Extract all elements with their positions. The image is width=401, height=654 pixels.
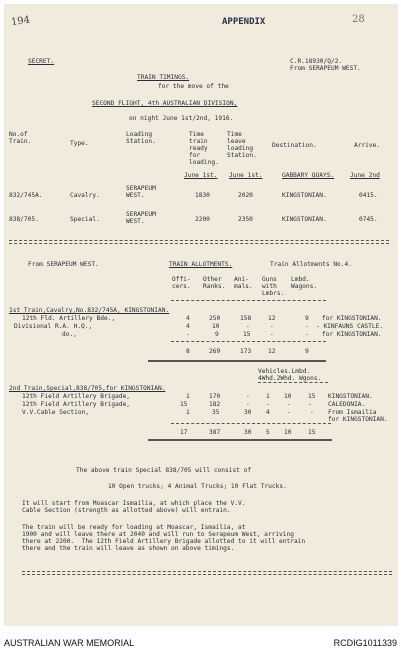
- heading-division: SECOND FLIGHT, 4th AUSTRALIAN DIVISION,: [92, 100, 238, 107]
- allot-row-guns: -: [270, 331, 274, 338]
- allot-row-destination: CALEDONIA.: [328, 401, 366, 408]
- reference: C.R.18930/Q/2.: [290, 58, 343, 65]
- allot-row-vehicles-2whd: 10: [284, 393, 292, 400]
- divider: [258, 382, 328, 383]
- divider: [148, 360, 326, 362]
- from-station: From SERAPEUM WEST.: [290, 65, 361, 72]
- timing-row-arrive: 0745.: [359, 216, 378, 223]
- allot-row-destination: From Ismailia for KINGSTONIAN.: [328, 409, 388, 423]
- allot-row-officers: 4: [186, 315, 190, 322]
- allot-row-unit: V.V.Cable Section,: [22, 409, 90, 416]
- timing-row-destination: KINGSTONIAN.: [282, 192, 327, 199]
- allot-row-other: 35: [212, 409, 220, 416]
- allot-row-unit: 12th Field Artillery Brigade,: [22, 393, 131, 400]
- subhead-destination: GABBARY QUAYS.: [282, 172, 335, 179]
- allot-row-wagons: -: [308, 401, 312, 408]
- allot-row-destination: KINGSTONIAN.: [328, 393, 373, 400]
- allot-row-animals: -: [246, 323, 250, 330]
- timing-row-leave: 2020: [238, 192, 253, 199]
- allot-header-animals: Ani- mals.: [234, 276, 253, 290]
- allot-row-animals: 30: [244, 409, 252, 416]
- archive-footer: [0, 626, 401, 654]
- allot-row-wagons: 9: [305, 315, 309, 322]
- appendix-title: APPENDIX: [222, 17, 266, 27]
- timing-row-leave: 2350: [238, 216, 253, 223]
- allot-row-wagons: -: [310, 409, 314, 416]
- timing-row-destination: KINGSTONIAN.: [282, 216, 327, 223]
- allot-row-unit: 12th Fld. Artillery Bde.,: [22, 315, 116, 322]
- divider: [9, 243, 389, 244]
- allot-number: Train Allotments No.4.: [270, 261, 352, 268]
- train1-total-guns: 12: [268, 348, 276, 355]
- archive-name: AUSTRALIAN WAR MEMORIAL: [4, 638, 135, 648]
- allot-row-vehicles-4whd: 4: [266, 409, 270, 416]
- train2-total-animals: 30: [244, 429, 252, 436]
- allot-row-animals: -: [246, 393, 250, 400]
- allot-header-guns: Guns with Lmbrs.: [262, 276, 285, 297]
- timing-row-ready: 1830: [195, 192, 210, 199]
- train1-total-wagons: 9: [305, 348, 309, 355]
- note-ready: The train will be ready for loading at Moascar, Ismailia, at 1900 and will leave there at 2040 and will run to Serapeum West, arriving there at 2200. The 12th Field Artillery Brigade allotted to it will entrain there and the train will leave as shown on above timings.: [22, 524, 306, 552]
- train2-total-vehicles-4whd: 5: [266, 429, 270, 436]
- allot-row-other: 10: [212, 323, 220, 330]
- timing-row-arrive: 0415.: [359, 192, 378, 199]
- allot-row-other: 182: [209, 401, 221, 408]
- divider: [171, 341, 326, 342]
- allot-row-wagons: 15: [308, 393, 316, 400]
- vehicles-header: Vehicles.Lmbd. 4Whd.2Whd. Wgons.: [258, 368, 322, 382]
- note-start: It will start from Moascar Ismailia, at which place the V.V. Cable Section (strength as allotted above) will entrain.: [22, 500, 246, 514]
- allot-row-unit: do.,: [62, 331, 77, 338]
- subhead-ready: June 1st.: [184, 172, 218, 179]
- train2-total-wagons: 15: [308, 429, 316, 436]
- allot-row-officers: 1: [186, 409, 190, 416]
- timing-row-type: Special.: [70, 216, 100, 223]
- train1-total-officers: 8: [186, 348, 190, 355]
- note-trucks: 10 Open trucks; 4 Animal Trucks; 10 Flat Trucks.: [108, 483, 287, 490]
- heading-train-timings: TRAIN TIMINGS.: [137, 74, 190, 81]
- heading-move: for the move of the: [158, 83, 229, 90]
- col-header-type: Type.: [70, 140, 89, 147]
- allot-row-unit: 12th Field Artillery Brigade,: [22, 401, 131, 408]
- allot-row-other: 250: [209, 315, 221, 322]
- divider: [9, 240, 389, 241]
- allot-row-vehicles-4whd: 1: [266, 393, 270, 400]
- allot-title: TRAIN ALLOTMENTS.: [169, 261, 233, 268]
- allot-row-vehicles-2whd: -: [287, 409, 291, 416]
- subhead-leave: June 1st.: [229, 172, 263, 179]
- allot-row-guns: 12: [268, 315, 276, 322]
- allot-row-unit: Divisional R.A. H.Q.,: [14, 323, 93, 330]
- timing-row-no: 838/705.: [9, 216, 39, 223]
- col-header-no: No.of Train.: [9, 131, 32, 145]
- allot-row-vehicles-2whd: -: [287, 401, 291, 408]
- train1-total-other: 269: [209, 348, 221, 355]
- col-header-loading: Loading Station.: [126, 131, 156, 145]
- train2-total-vehicles-2whd: 10: [284, 429, 292, 436]
- allot-row-destination: for KINGSTONIAN.: [322, 331, 382, 338]
- allot-row-destination: - KINFAUNS CASTLE.: [316, 323, 384, 330]
- allot-row-other: 170: [209, 393, 221, 400]
- allot-header-officers: Offi- cers.: [172, 276, 191, 290]
- divider: [148, 439, 332, 441]
- timing-row-no: 832/745A.: [9, 192, 43, 199]
- timing-row-ready: 2200: [195, 216, 210, 223]
- timing-row-station: SERAPEUM WEST.: [126, 211, 156, 225]
- allot-row-guns: -: [270, 323, 274, 330]
- divider: [171, 300, 326, 301]
- allot-row-animals: 158: [240, 315, 252, 322]
- page-number: 28: [352, 14, 365, 25]
- allot-from: From SERAPEUM WEST.: [28, 261, 99, 268]
- allot-row-officers: 4: [186, 323, 190, 330]
- note-consist: The above train Special 838/705 will consist of: [76, 467, 252, 474]
- folio-number: 194: [10, 14, 31, 29]
- divider: [22, 574, 392, 575]
- col-header-leave: Time leave loading Station.: [227, 131, 257, 159]
- divider: [22, 571, 392, 572]
- allot-row-wagons: -: [305, 323, 309, 330]
- subhead-arrive: June 2nd: [350, 172, 380, 179]
- allot-row-other: 9: [215, 331, 219, 338]
- train1-heading: 1st Train,Cavalry,No.832/745A, KINGSTONIAN.: [9, 307, 170, 314]
- classification: SECRET.: [28, 58, 55, 65]
- train2-total-officers: 17: [180, 429, 188, 436]
- allot-row-officers: 15: [180, 401, 188, 408]
- col-header-arrive: Arrive.: [354, 142, 381, 149]
- allot-row-animals: -: [246, 401, 250, 408]
- allot-row-officers: -: [186, 331, 190, 338]
- heading-date: on night June 1st/2nd, 1916.: [129, 115, 234, 122]
- allot-row-officers: 1: [186, 393, 190, 400]
- train2-total-other: 387: [209, 429, 221, 436]
- divider: [171, 423, 331, 424]
- allot-row-destination: for KINGSTONIAN.: [322, 315, 382, 322]
- document-page: [4, 4, 398, 626]
- allot-row-vehicles-4whd: -: [266, 401, 270, 408]
- allot-row-wagons: -: [305, 331, 309, 338]
- allot-row-animals: 15: [243, 331, 251, 338]
- allot-header-other-ranks: Other Ranks.: [203, 276, 226, 290]
- timing-row-station: SERAPEUM WEST.: [126, 185, 156, 199]
- timing-row-type: Cavalry.: [70, 192, 100, 199]
- allot-header-wagons: Lmbd. Wagons.: [291, 276, 318, 290]
- col-header-destination: Destination.: [272, 142, 317, 149]
- train2-heading: 2nd Train,Special,838/705,for KINGSTONIAN.: [9, 385, 166, 392]
- archive-id: RCDIG1011339: [333, 638, 397, 648]
- col-header-ready: Time train ready for loading.: [189, 131, 219, 166]
- train1-total-animals: 173: [240, 348, 252, 355]
